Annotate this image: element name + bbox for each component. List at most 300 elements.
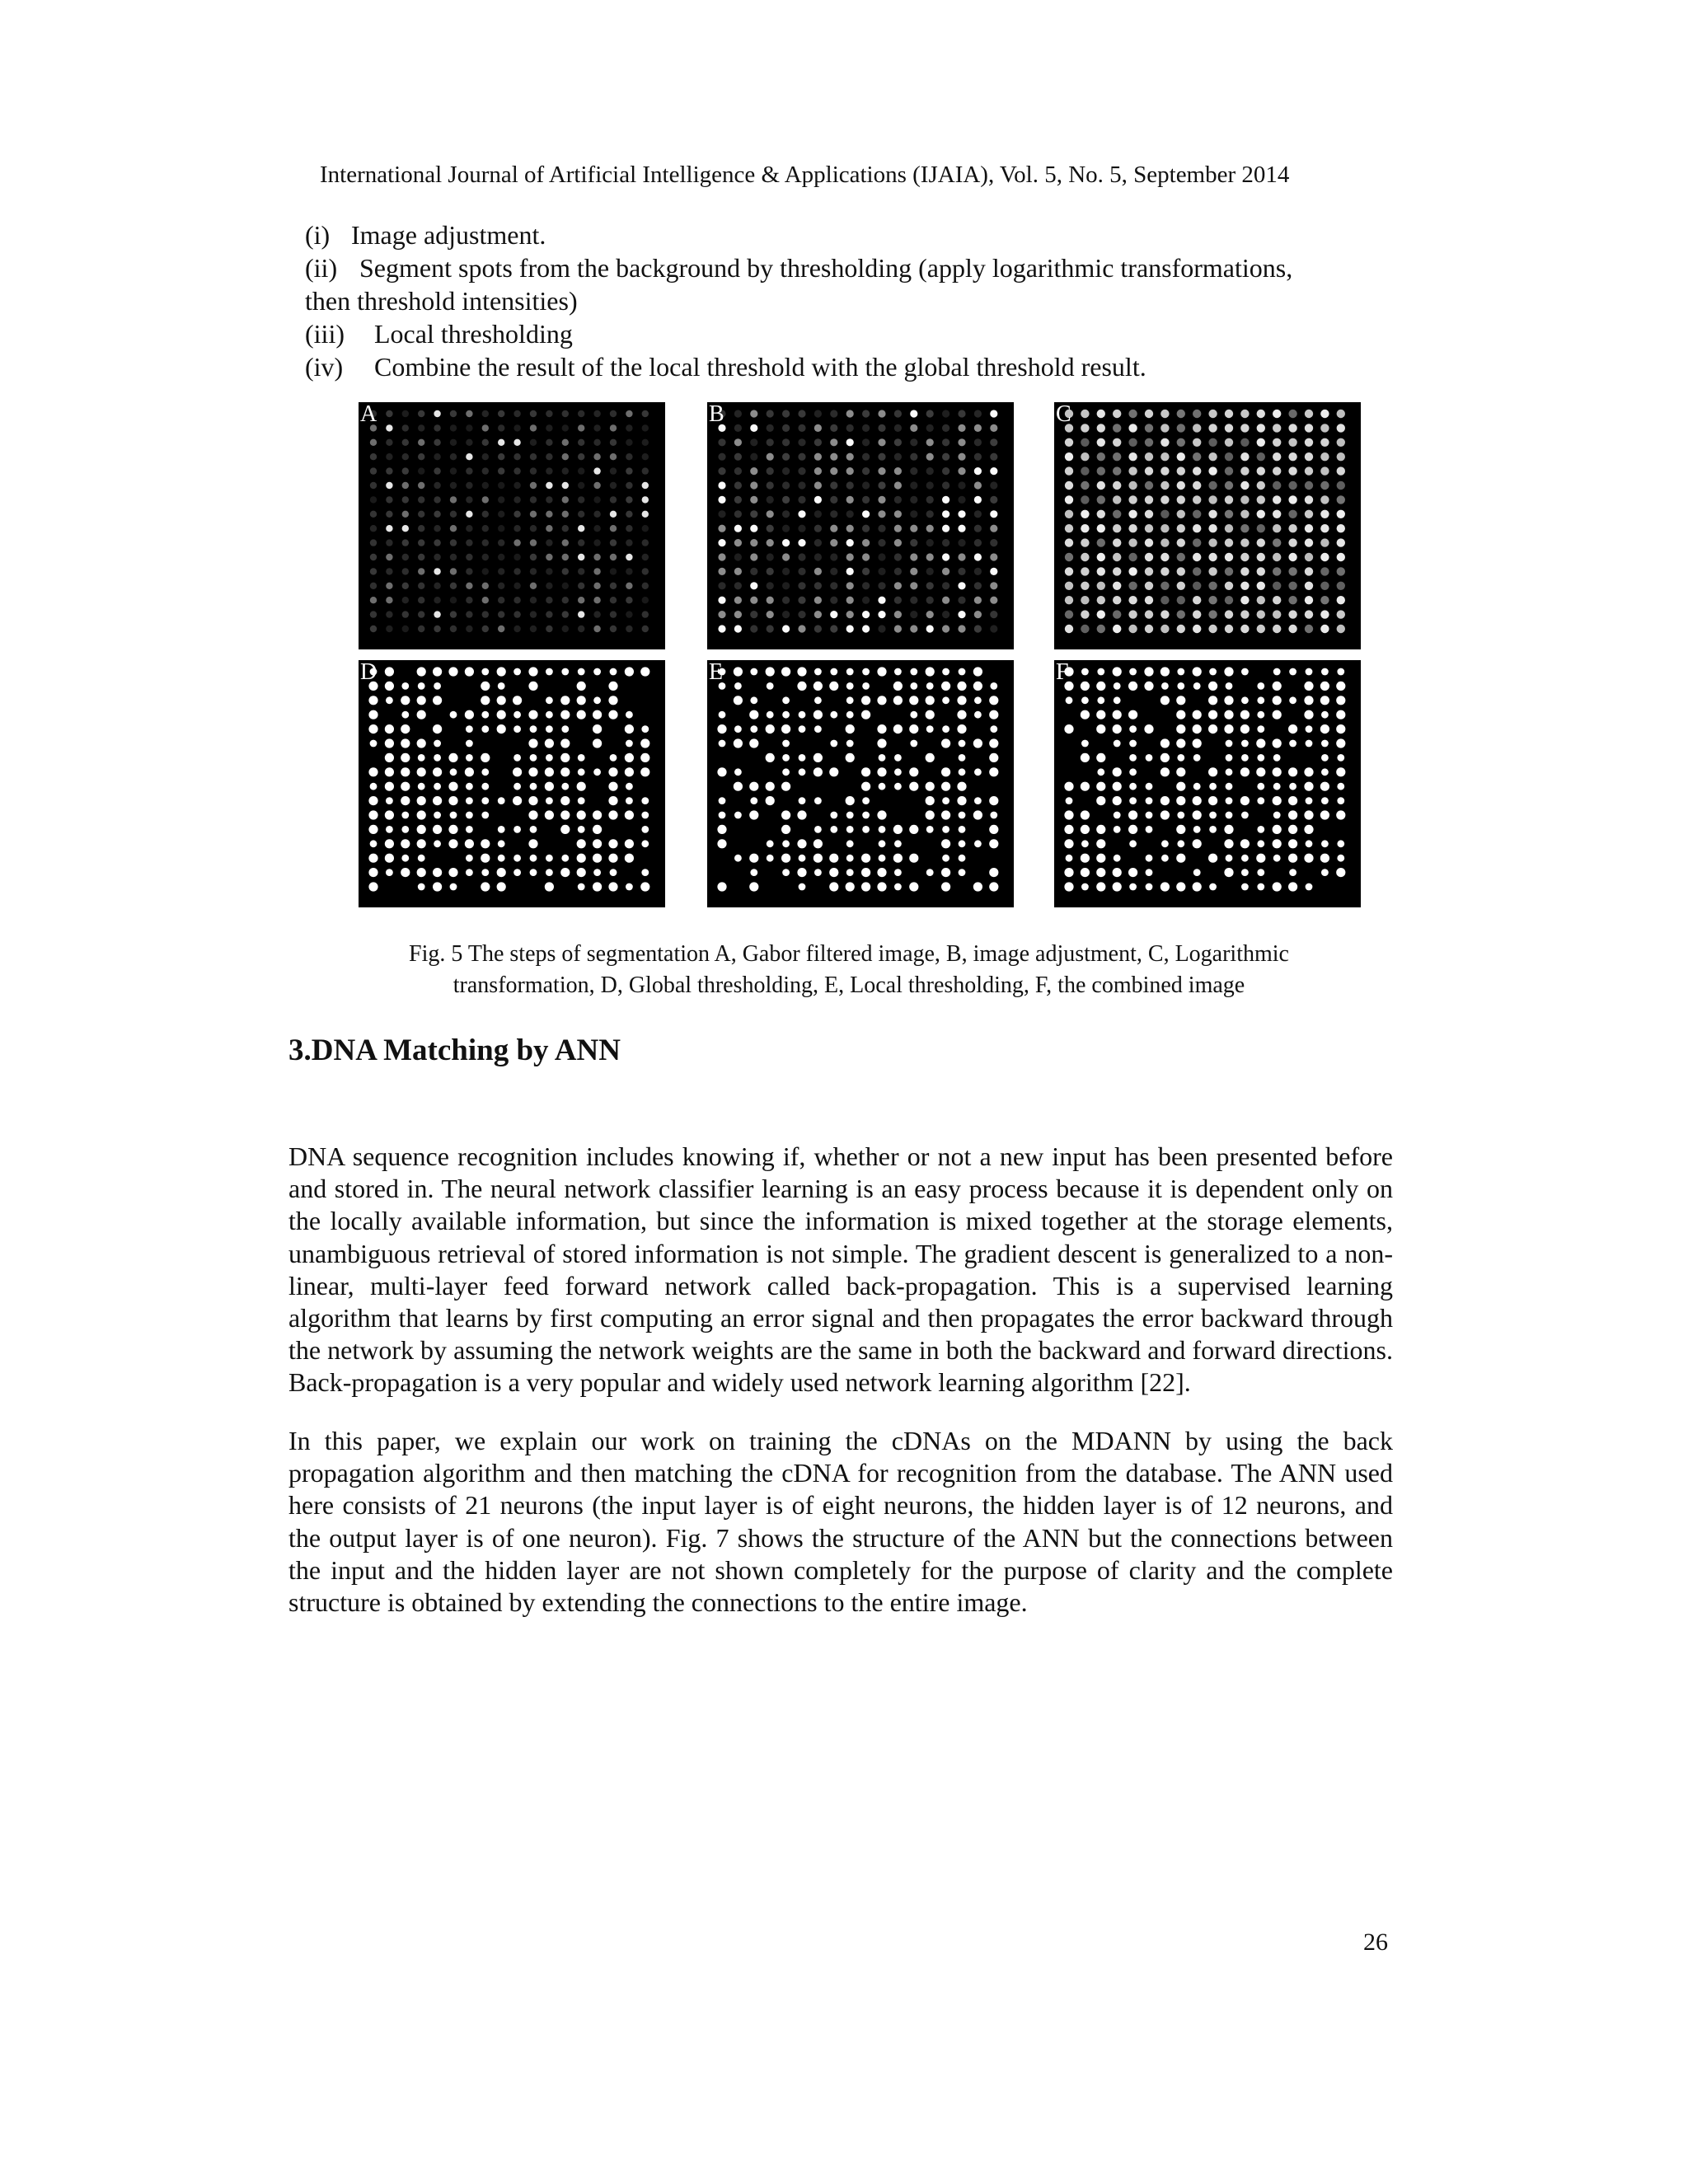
spot (846, 496, 854, 504)
spot (1129, 725, 1137, 733)
spot (878, 481, 885, 489)
spot (1225, 495, 1233, 504)
spot (781, 810, 790, 819)
spot (941, 810, 950, 819)
spot (1320, 452, 1329, 461)
spot (546, 410, 552, 417)
spot (910, 625, 917, 632)
spot (530, 539, 537, 546)
spot (546, 453, 552, 460)
spot (958, 539, 965, 546)
spot (894, 611, 902, 618)
spot (1081, 410, 1089, 418)
spot (498, 826, 505, 833)
spot (434, 611, 440, 617)
spot (926, 682, 934, 690)
spot (1097, 438, 1105, 447)
spot (1208, 767, 1217, 776)
spot (642, 511, 649, 518)
spot (1273, 510, 1281, 518)
spot (1193, 438, 1201, 447)
spot (1226, 754, 1233, 762)
spot (782, 525, 790, 532)
spot (1273, 812, 1281, 819)
spot (767, 539, 774, 546)
spot (989, 868, 998, 877)
spot (626, 453, 632, 460)
spot (498, 597, 504, 603)
spot (1145, 481, 1153, 490)
spot (1113, 667, 1122, 676)
spot (717, 882, 726, 891)
spot (1081, 753, 1090, 762)
spot (782, 510, 790, 518)
spot (545, 882, 554, 891)
spot (593, 710, 602, 719)
spot (481, 696, 490, 705)
spot (418, 410, 424, 417)
spot (642, 583, 649, 589)
spot (974, 582, 982, 589)
spot (734, 682, 742, 690)
spot (386, 424, 392, 431)
spot (877, 882, 886, 891)
spot (1273, 625, 1281, 633)
spot (1114, 812, 1121, 819)
spot (941, 868, 950, 877)
spot (1256, 854, 1265, 863)
spot (626, 496, 632, 503)
spot (466, 797, 473, 804)
spot (1096, 825, 1105, 834)
spot (1304, 682, 1313, 691)
spot (1337, 452, 1345, 461)
spot (593, 724, 602, 733)
spot (1288, 625, 1296, 633)
spot (1240, 839, 1250, 848)
spot (368, 854, 377, 863)
spot (1224, 696, 1233, 705)
spot (718, 525, 725, 532)
spot (610, 453, 617, 460)
spot (1257, 711, 1264, 719)
spot (513, 826, 521, 833)
spot (942, 582, 950, 589)
spot (1257, 582, 1265, 590)
spot (626, 439, 632, 446)
spot (1209, 826, 1217, 833)
spot (450, 883, 457, 891)
spot (798, 553, 805, 560)
spot (1177, 424, 1185, 432)
spot (1288, 724, 1297, 733)
spot (626, 883, 633, 891)
spot (1065, 466, 1073, 475)
spot (734, 410, 742, 417)
spot (782, 840, 790, 847)
spot (1081, 452, 1089, 461)
spot (894, 467, 902, 475)
spot (545, 782, 554, 791)
spot (402, 424, 409, 431)
spot (1193, 510, 1201, 518)
spot (1193, 567, 1201, 575)
spot (497, 710, 506, 719)
spot (1161, 682, 1169, 690)
spot (1177, 596, 1185, 604)
spot (782, 582, 790, 589)
spot (959, 668, 966, 676)
spot (1081, 868, 1090, 877)
spot (1096, 710, 1105, 719)
spot (498, 626, 504, 632)
spot (448, 782, 457, 791)
spot (1208, 567, 1217, 575)
spot (578, 554, 584, 560)
spot (1208, 553, 1217, 561)
spot (1208, 410, 1217, 418)
spot (626, 597, 632, 603)
spot (781, 825, 790, 834)
spot (1256, 738, 1265, 748)
spot (957, 782, 966, 791)
spot (433, 767, 442, 776)
spot (974, 510, 982, 518)
spot (734, 496, 742, 504)
spot (1145, 596, 1153, 604)
spot (846, 582, 854, 589)
spot (1129, 768, 1137, 776)
spot (846, 682, 854, 690)
spot (1177, 582, 1185, 590)
spot (513, 767, 522, 776)
spot (1306, 740, 1313, 748)
caption-line: Fig. 5 The steps of segmentation A, Gabor filtered image, B, image adjustment, C, Logarithmic (409, 941, 1289, 967)
spot (560, 810, 570, 819)
spot (578, 883, 585, 891)
spot (718, 481, 725, 489)
spot (750, 797, 757, 804)
spot (1257, 452, 1265, 461)
spot (1208, 510, 1217, 518)
spot (610, 754, 617, 762)
spot (990, 611, 997, 618)
spot (386, 439, 392, 446)
spot (1097, 768, 1104, 776)
spot (910, 597, 917, 604)
spot (450, 568, 457, 574)
spot (830, 740, 837, 748)
spot (626, 511, 632, 518)
spot (497, 882, 506, 891)
spot (481, 768, 489, 776)
spot (958, 553, 965, 560)
spot (513, 554, 520, 560)
spot (626, 626, 632, 632)
spot (1241, 855, 1249, 862)
spot (1160, 582, 1169, 590)
spot (513, 525, 520, 532)
spot (1193, 810, 1202, 819)
spot (926, 438, 934, 446)
spot (767, 568, 774, 575)
panel-image-adjustment (707, 402, 1014, 649)
spot (577, 696, 586, 705)
spot (1177, 510, 1185, 518)
spot (385, 667, 394, 676)
spot (1337, 553, 1345, 561)
spot (610, 439, 617, 446)
spot (498, 410, 504, 417)
spot (593, 482, 600, 489)
spot (846, 869, 854, 876)
spot (814, 854, 823, 863)
spot (878, 453, 885, 461)
spot (562, 554, 569, 560)
spot (593, 768, 601, 776)
spot (1273, 452, 1281, 461)
spot (782, 410, 790, 417)
spot (1064, 839, 1073, 848)
spot (909, 825, 918, 834)
spot (450, 467, 457, 474)
spot (990, 812, 997, 819)
spot (1114, 682, 1121, 690)
spot (434, 812, 441, 819)
spot (482, 511, 489, 518)
spot (1320, 625, 1329, 633)
spot (1160, 796, 1170, 805)
spot (1160, 410, 1169, 418)
spot (846, 553, 854, 560)
microarray-spots-f (1054, 660, 1361, 907)
spot (959, 754, 966, 762)
spot (593, 869, 601, 876)
spot (942, 410, 950, 417)
spot (894, 840, 902, 847)
spot (798, 568, 805, 575)
spot (1097, 582, 1105, 590)
spot (942, 438, 950, 446)
spot (1225, 567, 1233, 575)
spot (513, 424, 520, 431)
spot (894, 768, 902, 776)
spot (1177, 452, 1185, 461)
spot (562, 583, 569, 589)
spot (593, 696, 601, 704)
spot (1081, 596, 1089, 604)
spot (957, 696, 966, 705)
spot (481, 839, 490, 848)
spot (798, 467, 805, 475)
spot (593, 611, 600, 617)
spot (799, 797, 806, 804)
spot (1128, 524, 1137, 532)
spot (1129, 797, 1137, 804)
spot (1337, 524, 1345, 532)
spot (626, 539, 632, 546)
spot (1337, 783, 1344, 790)
spot (942, 467, 950, 475)
spot (450, 539, 457, 546)
spot (1144, 682, 1153, 691)
spot (1273, 754, 1281, 762)
spot (482, 611, 489, 617)
spot (434, 467, 440, 474)
spot (1224, 868, 1233, 877)
spot (1128, 567, 1137, 575)
panel-label: C (1056, 402, 1071, 427)
spot (481, 797, 489, 804)
spot (481, 812, 489, 819)
spot (926, 410, 934, 417)
spot (401, 682, 409, 690)
spot (798, 525, 805, 532)
spot (1306, 668, 1313, 676)
spot (560, 710, 570, 719)
spot (767, 525, 774, 532)
spot (386, 583, 392, 589)
spot (1208, 495, 1217, 504)
spot (782, 553, 790, 560)
spot (1128, 466, 1137, 475)
spot (1305, 424, 1313, 432)
spot (926, 481, 934, 489)
spot (498, 554, 504, 560)
spot (894, 481, 902, 489)
spot (1081, 495, 1089, 504)
spot (862, 682, 870, 690)
spot (894, 453, 902, 461)
spot (1193, 625, 1201, 633)
spot (910, 682, 917, 690)
spot (1176, 854, 1185, 863)
panel-label: B (709, 402, 724, 427)
spot (1240, 582, 1249, 590)
spot (846, 711, 854, 719)
spot (1225, 466, 1233, 475)
spot (1160, 481, 1169, 490)
spot (402, 626, 409, 632)
spot (418, 554, 424, 560)
spot (1224, 667, 1233, 676)
spot (546, 626, 552, 632)
spot (799, 768, 806, 776)
spot (879, 840, 886, 847)
spot (814, 582, 822, 589)
spot (466, 525, 472, 532)
spot (974, 696, 982, 704)
spot (1129, 668, 1137, 676)
spot (750, 496, 757, 504)
spot (562, 511, 569, 518)
spot (1240, 538, 1249, 546)
spot (910, 467, 917, 475)
spot (750, 510, 757, 518)
spot (465, 767, 474, 776)
spot (767, 438, 774, 446)
spot (1064, 724, 1073, 733)
spot (434, 482, 440, 489)
spot (1208, 582, 1217, 590)
spot (814, 553, 822, 560)
spot (1113, 710, 1122, 719)
spot (909, 782, 918, 791)
spot (814, 496, 822, 504)
spot (450, 583, 457, 589)
spot (846, 438, 854, 446)
spot (1145, 510, 1153, 518)
spot (1193, 596, 1201, 604)
spot (642, 410, 649, 417)
spot (1193, 783, 1201, 790)
spot (578, 826, 585, 833)
spot (926, 597, 934, 604)
spot (402, 453, 409, 460)
spot (942, 481, 950, 489)
spot (718, 453, 725, 461)
spot (1128, 410, 1137, 418)
spot (528, 667, 537, 676)
spot (942, 826, 950, 833)
spot (782, 869, 790, 876)
spot (1257, 553, 1265, 561)
spot (1097, 495, 1105, 504)
spot (577, 810, 586, 819)
spot (990, 496, 997, 504)
spot (530, 583, 537, 589)
spot (528, 738, 537, 748)
spot (974, 597, 982, 604)
spot (734, 625, 742, 632)
spot (418, 754, 425, 762)
spot (1288, 796, 1297, 805)
spot (578, 424, 584, 431)
spot (879, 826, 886, 833)
spot (482, 583, 489, 589)
spot (1240, 610, 1249, 618)
spot (1208, 610, 1217, 618)
spot (1065, 596, 1073, 604)
spot (767, 855, 774, 862)
spot (830, 611, 837, 618)
spot (782, 481, 790, 489)
spot (528, 839, 537, 848)
spot (530, 597, 537, 603)
spot (1160, 767, 1170, 776)
spot (1336, 868, 1345, 877)
spot (958, 597, 965, 604)
spot (734, 667, 743, 676)
spot (1176, 710, 1185, 719)
spot (861, 782, 870, 791)
spot (990, 553, 997, 560)
spot (608, 782, 617, 791)
spot (1305, 596, 1313, 604)
spot (1320, 438, 1329, 447)
spot (448, 825, 457, 834)
spot (1081, 854, 1090, 863)
spot (1225, 438, 1233, 447)
spot (766, 796, 775, 805)
spot (1176, 724, 1185, 733)
spot (1193, 466, 1201, 475)
spot (910, 424, 917, 432)
spot (749, 882, 758, 891)
spot (910, 582, 917, 589)
spot (1114, 855, 1121, 862)
spot (750, 725, 757, 733)
